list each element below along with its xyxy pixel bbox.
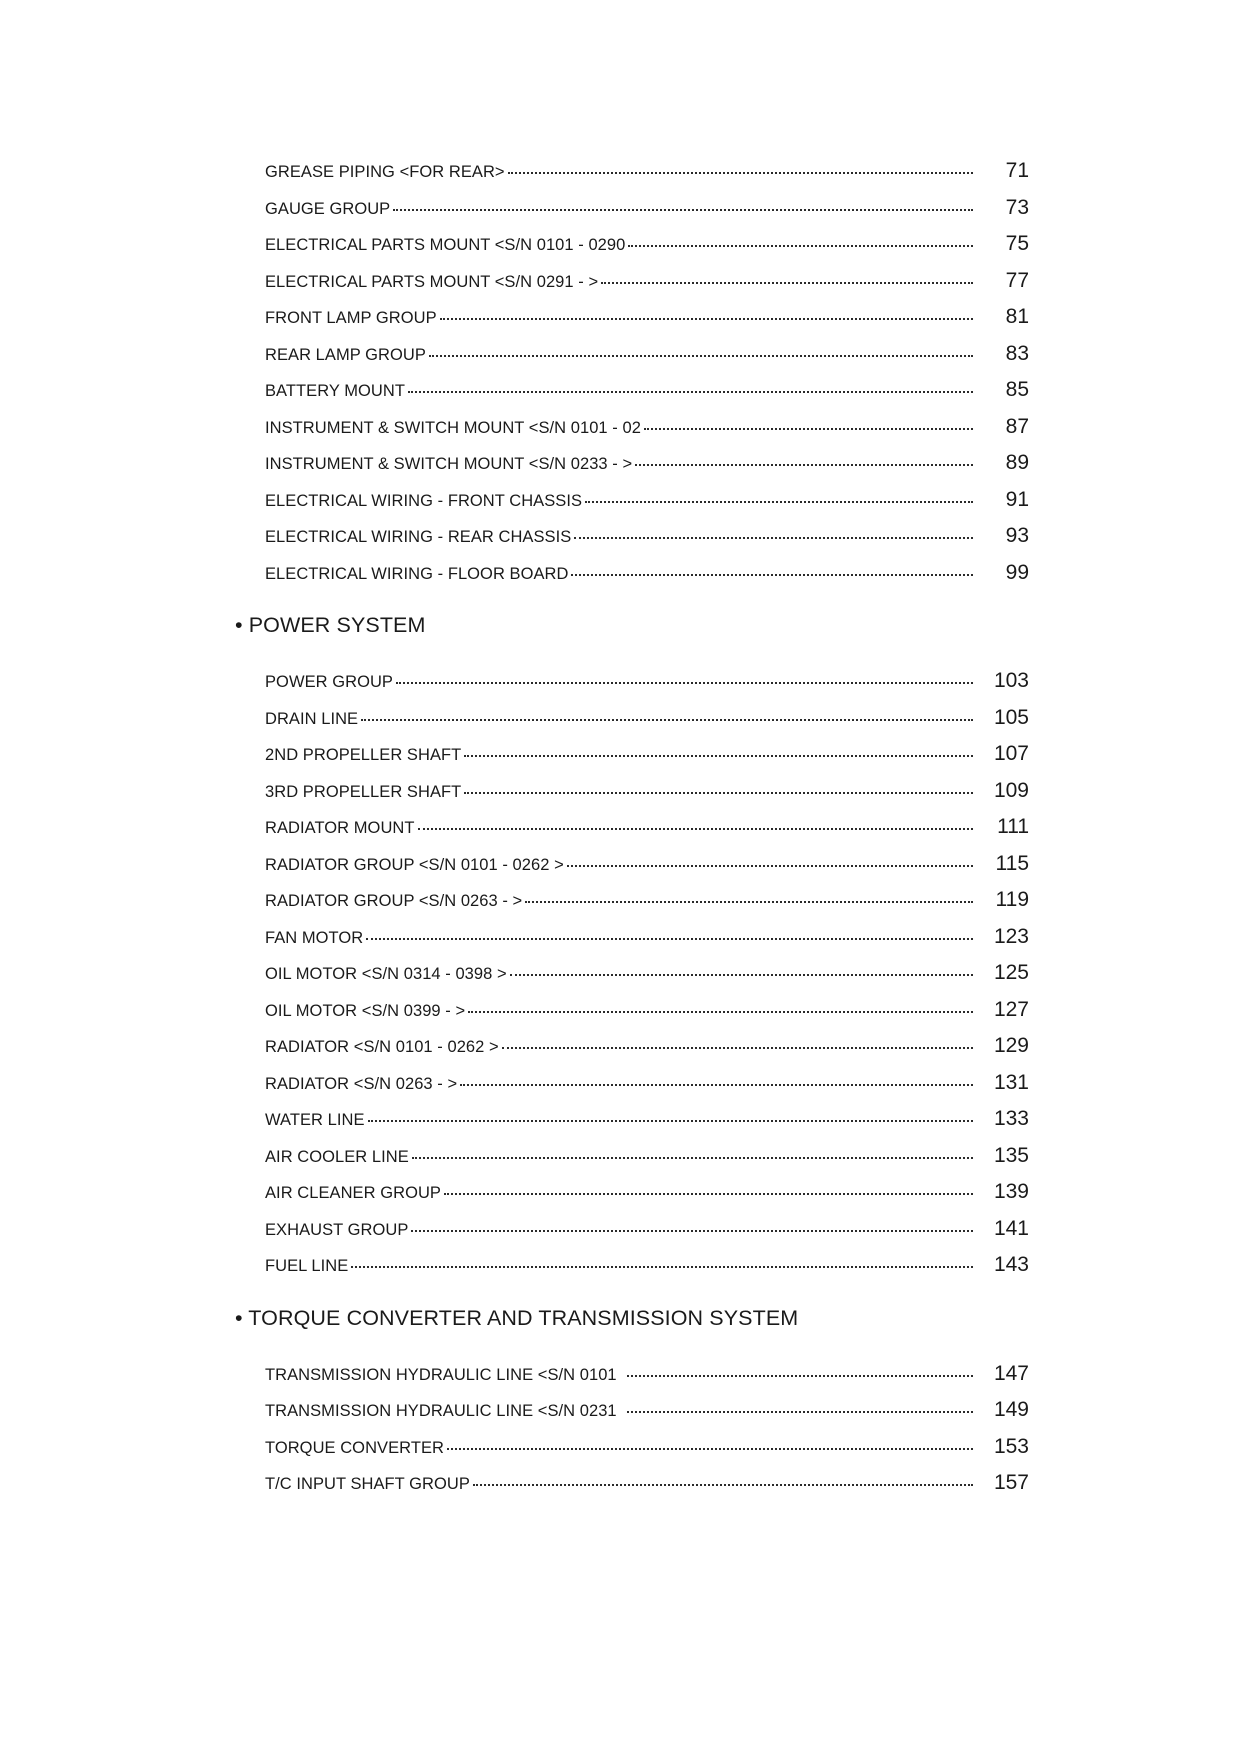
dot-leader — [567, 864, 973, 867]
dot-leader — [351, 1265, 973, 1268]
section-power — [235, 591, 1029, 1284]
toc-entry-page-number: 149 — [993, 1398, 1029, 1421]
toc-entry-page-number: 153 — [993, 1434, 1029, 1458]
dot-leader — [574, 536, 973, 539]
toc-entry-title: OIL MOTOR <S/N 0314 - 0398 > — [265, 965, 507, 983]
toc-entry-page-number: 157 — [993, 1471, 1029, 1494]
toc-entry-list — [235, 1356, 1029, 1502]
toc-entry — [265, 955, 1029, 992]
toc-entry-title: TRANSMISSION HYDRAULIC LINE <S/N 0231 — [265, 1402, 617, 1420]
toc-entry — [265, 482, 1029, 519]
toc-entry — [265, 1465, 1029, 1502]
toc-entry-title: INSTRUMENT & SWITCH MOUNT <S/N 0101 - 02 — [265, 418, 641, 437]
toc-entry-title: RADIATOR GROUP <S/N 0263 - > — [265, 892, 523, 910]
toc-entry-list — [235, 663, 1029, 1284]
toc-entry — [265, 226, 1029, 263]
toc-entry — [265, 336, 1029, 373]
toc-entry-title: AIR COOLER LINE — [265, 1147, 409, 1166]
toc-entry-page-number: 139 — [993, 1180, 1029, 1203]
toc-entry-page-number: 111 — [997, 815, 1029, 838]
toc-entry — [265, 1028, 1029, 1065]
toc-entry-title: RADIATOR GROUP <S/N 0101 - 0262 > — [265, 855, 564, 874]
toc-entry — [265, 809, 1029, 846]
toc-entry-title: OIL MOTOR <S/N 0399 - > — [265, 1001, 466, 1020]
toc-entry-page-number: 123 — [993, 924, 1029, 948]
toc-entry-page-number: 71 — [1005, 159, 1029, 182]
toc-entry-page-number: 103 — [993, 669, 1029, 692]
dot-leader — [429, 354, 973, 357]
dot-leader — [368, 1119, 973, 1122]
dot-leader — [473, 1483, 973, 1486]
toc-entry-list — [235, 153, 1029, 591]
toc-entry-page-number: 147 — [993, 1361, 1029, 1385]
toc-entry-page-number: 115 — [995, 851, 1029, 875]
toc-entry-title: ELECTRICAL WIRING - FRONT CHASSIS — [265, 491, 583, 510]
toc-entry-title: TRANSMISSION HYDRAULIC LINE <S/N 0101 — [265, 1365, 617, 1384]
toc-entry — [265, 919, 1029, 956]
toc-entry-title: TORQUE CONVERTER — [265, 1438, 444, 1457]
toc-entry-page-number: 119 — [995, 888, 1029, 911]
dot-leader — [411, 1229, 973, 1232]
section-electrical — [235, 153, 1029, 591]
toc-entry — [265, 445, 1029, 482]
dot-leader — [393, 208, 973, 211]
dot-leader — [447, 1447, 973, 1450]
toc-entry-page-number: 91 — [1005, 487, 1029, 511]
toc-entry — [265, 736, 1029, 773]
toc-entry-page-number: 85 — [1005, 378, 1029, 401]
toc-entry-page-number: 87 — [1005, 414, 1029, 438]
toc-entry-page-number: 129 — [993, 1034, 1029, 1057]
toc-entry — [265, 1065, 1029, 1102]
toc-entry-page-number: 125 — [993, 961, 1029, 984]
dot-leader — [585, 500, 973, 503]
toc-entry — [265, 1392, 1029, 1429]
toc-entry-title: ELECTRICAL PARTS MOUNT <S/N 0291 - > — [265, 272, 599, 291]
dot-leader — [460, 1083, 973, 1086]
dot-leader — [464, 791, 973, 794]
toc-entry — [265, 409, 1029, 446]
toc-entry — [265, 153, 1029, 190]
dot-leader — [468, 1010, 973, 1013]
section-heading: • POWER SYSTEM — [235, 613, 426, 637]
toc-entry-page-number: 75 — [1005, 232, 1029, 255]
section-torque — [235, 1284, 1029, 1502]
toc-entry-page-number: 141 — [993, 1216, 1029, 1240]
dot-leader — [418, 827, 973, 830]
toc-entry — [265, 555, 1029, 592]
toc-entry-title: RADIATOR <S/N 0263 - > — [265, 1074, 458, 1093]
toc-entry-page-number: 107 — [993, 742, 1029, 765]
toc-entry-page-number: 81 — [1005, 305, 1029, 328]
toc-entry-title: RADIATOR MOUNT — [265, 819, 415, 837]
dot-leader — [601, 281, 973, 284]
toc-entry-page-number: 135 — [993, 1143, 1029, 1167]
toc-entry-title: WATER LINE — [265, 1111, 365, 1129]
toc-entry-title: DRAIN LINE — [265, 709, 359, 728]
dot-leader — [627, 1374, 973, 1377]
toc-entry-page-number: 131 — [993, 1070, 1029, 1094]
dot-leader — [627, 1410, 973, 1413]
toc-entry-title: ELECTRICAL WIRING - REAR CHASSIS — [265, 528, 572, 546]
toc-entry — [265, 1138, 1029, 1175]
toc-entry-title: ELECTRICAL PARTS MOUNT <S/N 0101 - 0290 — [265, 236, 626, 254]
dot-leader — [635, 463, 973, 466]
toc-entry-title: FAN MOTOR — [265, 928, 364, 947]
toc-entry-page-number: 127 — [993, 997, 1029, 1021]
dot-leader — [628, 244, 973, 247]
toc-entry-title: POWER GROUP — [265, 673, 393, 691]
toc-entry-page-number: 73 — [1005, 195, 1029, 219]
dot-leader — [361, 718, 973, 721]
toc-entry — [265, 1247, 1029, 1284]
toc-entry-title: EXHAUST GROUP — [265, 1220, 409, 1239]
toc-entry — [265, 882, 1029, 919]
dot-leader — [644, 427, 973, 430]
toc-entry — [265, 992, 1029, 1029]
toc-entry-page-number: 143 — [993, 1253, 1029, 1276]
toc-entry — [265, 1356, 1029, 1393]
toc-entry-title: REAR LAMP GROUP — [265, 345, 426, 364]
toc-entry-title: 3RD PROPELLER SHAFT — [265, 782, 462, 801]
toc-entry — [265, 1429, 1029, 1466]
toc-entry-page-number: 93 — [1005, 524, 1029, 547]
toc-entry — [265, 190, 1029, 227]
toc-entry — [265, 700, 1029, 737]
toc-entry — [265, 263, 1029, 300]
toc-entry — [265, 299, 1029, 336]
dot-leader — [396, 681, 973, 684]
toc-entry-title: ELECTRICAL WIRING - FLOOR BOARD — [265, 564, 569, 583]
dot-leader — [464, 754, 973, 757]
toc-entry-page-number: 109 — [993, 778, 1029, 802]
dot-leader — [366, 937, 973, 940]
toc-entry-page-number: 133 — [993, 1107, 1029, 1130]
toc-entry-title: AIR CLEANER GROUP — [265, 1184, 441, 1202]
toc-entry-page-number: 83 — [1005, 341, 1029, 365]
toc-entry-page-number: 99 — [1005, 560, 1029, 584]
toc-entry-title: RADIATOR <S/N 0101 - 0262 > — [265, 1038, 499, 1056]
dot-leader — [571, 573, 973, 576]
dot-leader — [408, 390, 973, 393]
toc-entry-title: FRONT LAMP GROUP — [265, 309, 437, 327]
toc-entry — [265, 1211, 1029, 1248]
dot-leader — [412, 1156, 973, 1159]
dot-leader — [502, 1046, 973, 1049]
table-of-contents — [235, 153, 1029, 1502]
section-heading: • TORQUE CONVERTER AND TRANSMISSION SYSTEM — [235, 1305, 799, 1330]
toc-entry-title: GAUGE GROUP — [265, 199, 391, 218]
toc-entry — [265, 663, 1029, 700]
toc-entry — [265, 1174, 1029, 1211]
dot-leader — [525, 900, 973, 903]
toc-entry-page-number: 89 — [1005, 451, 1029, 474]
toc-entry-title: T/C INPUT SHAFT GROUP — [265, 1475, 470, 1493]
dot-leader — [510, 973, 973, 976]
toc-entry — [265, 1101, 1029, 1138]
dot-leader — [440, 317, 973, 320]
toc-entry — [265, 372, 1029, 409]
toc-entry — [265, 518, 1029, 555]
toc-entry-title: FUEL LINE — [265, 1257, 349, 1275]
dot-leader — [444, 1192, 973, 1195]
toc-entry-title: 2ND PROPELLER SHAFT — [265, 746, 462, 764]
toc-entry-title: GREASE PIPING <FOR REAR> — [265, 163, 505, 181]
dot-leader — [508, 171, 973, 174]
toc-entry-page-number: 77 — [1005, 268, 1029, 292]
toc-entry-page-number: 105 — [993, 705, 1029, 729]
toc-entry — [265, 773, 1029, 810]
toc-entry — [265, 846, 1029, 883]
toc-entry-title: INSTRUMENT & SWITCH MOUNT <S/N 0233 - > — [265, 455, 633, 473]
toc-entry-title: BATTERY MOUNT — [265, 382, 405, 400]
